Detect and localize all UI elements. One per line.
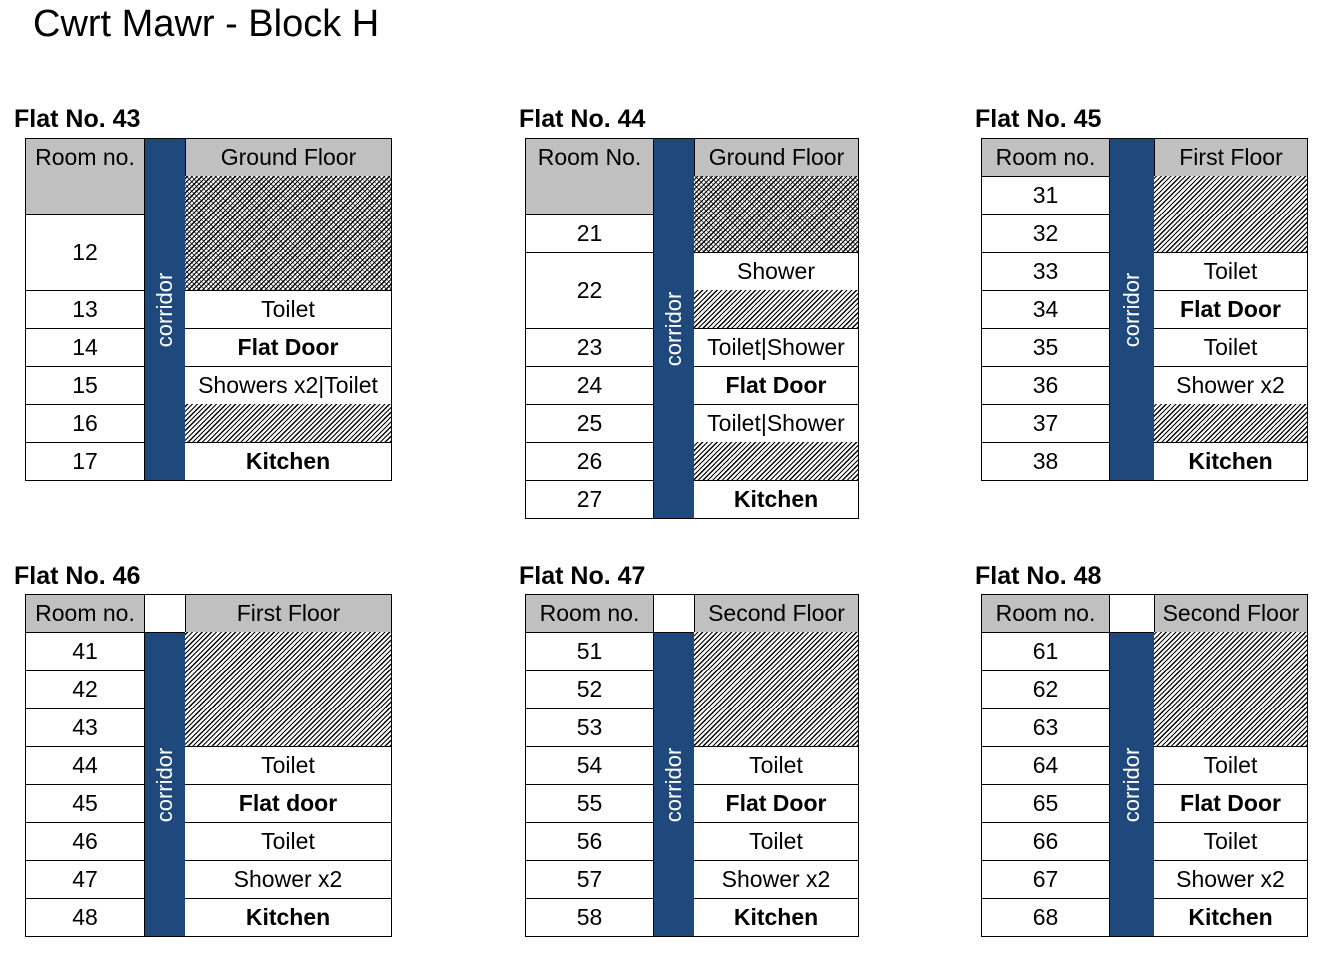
flat-title: Flat No. 45 xyxy=(975,105,1102,133)
flat-door-cell: Flat door xyxy=(185,784,392,823)
hatched-cell xyxy=(185,632,392,671)
corridor-header-blank xyxy=(1110,594,1154,633)
corridor-label: corridor xyxy=(661,747,686,822)
room-no-header: Room no. xyxy=(25,138,145,177)
corridor-label: corridor xyxy=(1119,747,1144,822)
hatched-cell xyxy=(694,708,859,747)
room-number-cell: 26 xyxy=(525,442,654,481)
hatched-cell xyxy=(185,708,392,747)
flat-door-cell: Flat Door xyxy=(185,328,392,367)
hatched-cell xyxy=(1154,214,1308,253)
hatched-cell xyxy=(1154,404,1308,443)
room-number-cell: 23 xyxy=(525,328,654,367)
room-number-cell: 52 xyxy=(525,670,654,709)
room-number-cell: 58 xyxy=(525,898,654,937)
utility-cell: Toilet|Shower xyxy=(694,328,859,367)
corridor-label: corridor xyxy=(152,747,177,822)
room-number-cell: 64 xyxy=(981,746,1110,785)
flat-door-cell: Flat Door xyxy=(1154,784,1308,823)
corridor-label: corridor xyxy=(661,291,686,366)
room-number-cell: 37 xyxy=(981,404,1110,443)
corridor-header-blank xyxy=(654,594,694,633)
hatched-cell xyxy=(1154,708,1308,747)
flat-title: Flat No. 46 xyxy=(14,562,141,590)
flat-title: Flat No. 44 xyxy=(519,105,646,133)
room-number-cell: 47 xyxy=(25,860,145,899)
room-no-header: Room No. xyxy=(525,138,654,177)
room-number-cell: 55 xyxy=(525,784,654,823)
room-number-cell: 48 xyxy=(25,898,145,937)
hatched-cell xyxy=(694,214,859,253)
room-number-cell: 21 xyxy=(525,214,654,253)
flat-title: Flat No. 47 xyxy=(519,562,646,590)
room-number-cell: 57 xyxy=(525,860,654,899)
corridor-label: corridor xyxy=(152,272,177,347)
room-number-cell: 51 xyxy=(525,632,654,671)
utility-cell: Toilet xyxy=(185,290,392,329)
corridor-label: corridor xyxy=(1119,272,1144,347)
room-blank-cell xyxy=(25,176,145,215)
flat-door-cell: Flat Door xyxy=(694,366,859,405)
room-number-cell: 22 xyxy=(525,252,654,329)
room-no-header: Room no. xyxy=(25,594,145,633)
utility-cell: Toilet xyxy=(1154,252,1308,291)
room-number-cell: 38 xyxy=(981,442,1110,481)
room-number-cell: 68 xyxy=(981,898,1110,937)
room-no-header: Room no. xyxy=(981,594,1110,633)
utility-cell: Shower xyxy=(694,252,859,291)
room-number-cell: 61 xyxy=(981,632,1110,671)
room-number-cell: 66 xyxy=(981,822,1110,861)
room-number-cell: 53 xyxy=(525,708,654,747)
room-no-header: Room no. xyxy=(981,138,1110,177)
kitchen-cell: Kitchen xyxy=(185,442,392,481)
room-number-cell: 15 xyxy=(25,366,145,405)
flat-door-cell: Flat Door xyxy=(694,784,859,823)
hatched-cell xyxy=(694,290,859,329)
room-number-cell: 54 xyxy=(525,746,654,785)
kitchen-cell: Kitchen xyxy=(694,898,859,937)
corridor xyxy=(654,632,694,937)
room-number-cell: 24 xyxy=(525,366,654,405)
hatched-cell xyxy=(1154,670,1308,709)
kitchen-cell: Kitchen xyxy=(1154,442,1308,481)
hatched-cell xyxy=(694,442,859,481)
floor-header: Second Floor xyxy=(694,594,859,633)
utility-cell: Shower x2 xyxy=(1154,860,1308,899)
floor-header: Ground Floor xyxy=(185,138,392,177)
hatched-cell xyxy=(694,176,859,215)
flat-door-cell: Flat Door xyxy=(1154,290,1308,329)
room-number-cell: 32 xyxy=(981,214,1110,253)
room-number-cell: 31 xyxy=(981,176,1110,215)
kitchen-cell: Kitchen xyxy=(694,480,859,519)
corridor-header-blank xyxy=(145,594,185,633)
room-number-cell: 67 xyxy=(981,860,1110,899)
room-number-cell: 62 xyxy=(981,670,1110,709)
hatched-cell xyxy=(185,404,392,443)
room-number-cell: 56 xyxy=(525,822,654,861)
room-number-cell: 25 xyxy=(525,404,654,443)
room-number-cell: 35 xyxy=(981,328,1110,367)
room-number-cell: 43 xyxy=(25,708,145,747)
room-number-cell: 36 xyxy=(981,366,1110,405)
room-blank-cell xyxy=(525,176,654,215)
room-number-cell: 41 xyxy=(25,632,145,671)
hatched-cell xyxy=(694,632,859,671)
utility-cell: Toilet xyxy=(1154,822,1308,861)
corridor xyxy=(654,138,694,519)
utility-cell: Toilet|Shower xyxy=(694,404,859,443)
room-number-cell: 46 xyxy=(25,822,145,861)
flat-title: Flat No. 43 xyxy=(14,105,141,133)
page-title: Cwrt Mawr - Block H xyxy=(33,3,380,45)
corridor xyxy=(1110,138,1154,481)
utility-cell: Toilet xyxy=(694,746,859,785)
kitchen-cell: Kitchen xyxy=(1154,898,1308,937)
corridor xyxy=(1110,632,1154,937)
room-number-cell: 13 xyxy=(25,290,145,329)
hatched-cell xyxy=(1154,176,1308,215)
utility-cell: Toilet xyxy=(185,822,392,861)
flat-title: Flat No. 48 xyxy=(975,562,1102,590)
utility-cell: Toilet xyxy=(185,746,392,785)
floor-header: Second Floor xyxy=(1154,594,1308,633)
corridor xyxy=(145,138,185,481)
room-number-cell: 14 xyxy=(25,328,145,367)
hatched-cell xyxy=(185,176,392,215)
room-number-cell: 27 xyxy=(525,480,654,519)
room-number-cell: 34 xyxy=(981,290,1110,329)
utility-cell: Shower x2 xyxy=(1154,366,1308,405)
room-number-cell: 45 xyxy=(25,784,145,823)
floor-header: Ground Floor xyxy=(694,138,859,177)
floor-header: First Floor xyxy=(185,594,392,633)
room-number-cell: 16 xyxy=(25,404,145,443)
hatched-cell xyxy=(694,670,859,709)
hatched-cell xyxy=(185,214,392,253)
room-number-cell: 33 xyxy=(981,252,1110,291)
hatched-cell xyxy=(185,670,392,709)
room-number-cell: 63 xyxy=(981,708,1110,747)
corridor xyxy=(145,632,185,937)
kitchen-cell: Kitchen xyxy=(185,898,392,937)
room-number-cell: 44 xyxy=(25,746,145,785)
utility-cell: Toilet xyxy=(1154,746,1308,785)
utility-cell: Shower x2 xyxy=(185,860,392,899)
utility-cell: Shower x2 xyxy=(694,860,859,899)
utility-cell: Toilet xyxy=(1154,328,1308,367)
room-number-cell: 42 xyxy=(25,670,145,709)
floor-header: First Floor xyxy=(1154,138,1308,177)
hatched-cell xyxy=(185,252,392,291)
room-number-cell: 17 xyxy=(25,442,145,481)
room-no-header: Room no. xyxy=(525,594,654,633)
utility-cell: Showers x2|Toilet xyxy=(185,366,392,405)
utility-cell: Toilet xyxy=(694,822,859,861)
hatched-cell xyxy=(1154,632,1308,671)
room-number-cell: 12 xyxy=(25,214,145,291)
room-number-cell: 65 xyxy=(981,784,1110,823)
